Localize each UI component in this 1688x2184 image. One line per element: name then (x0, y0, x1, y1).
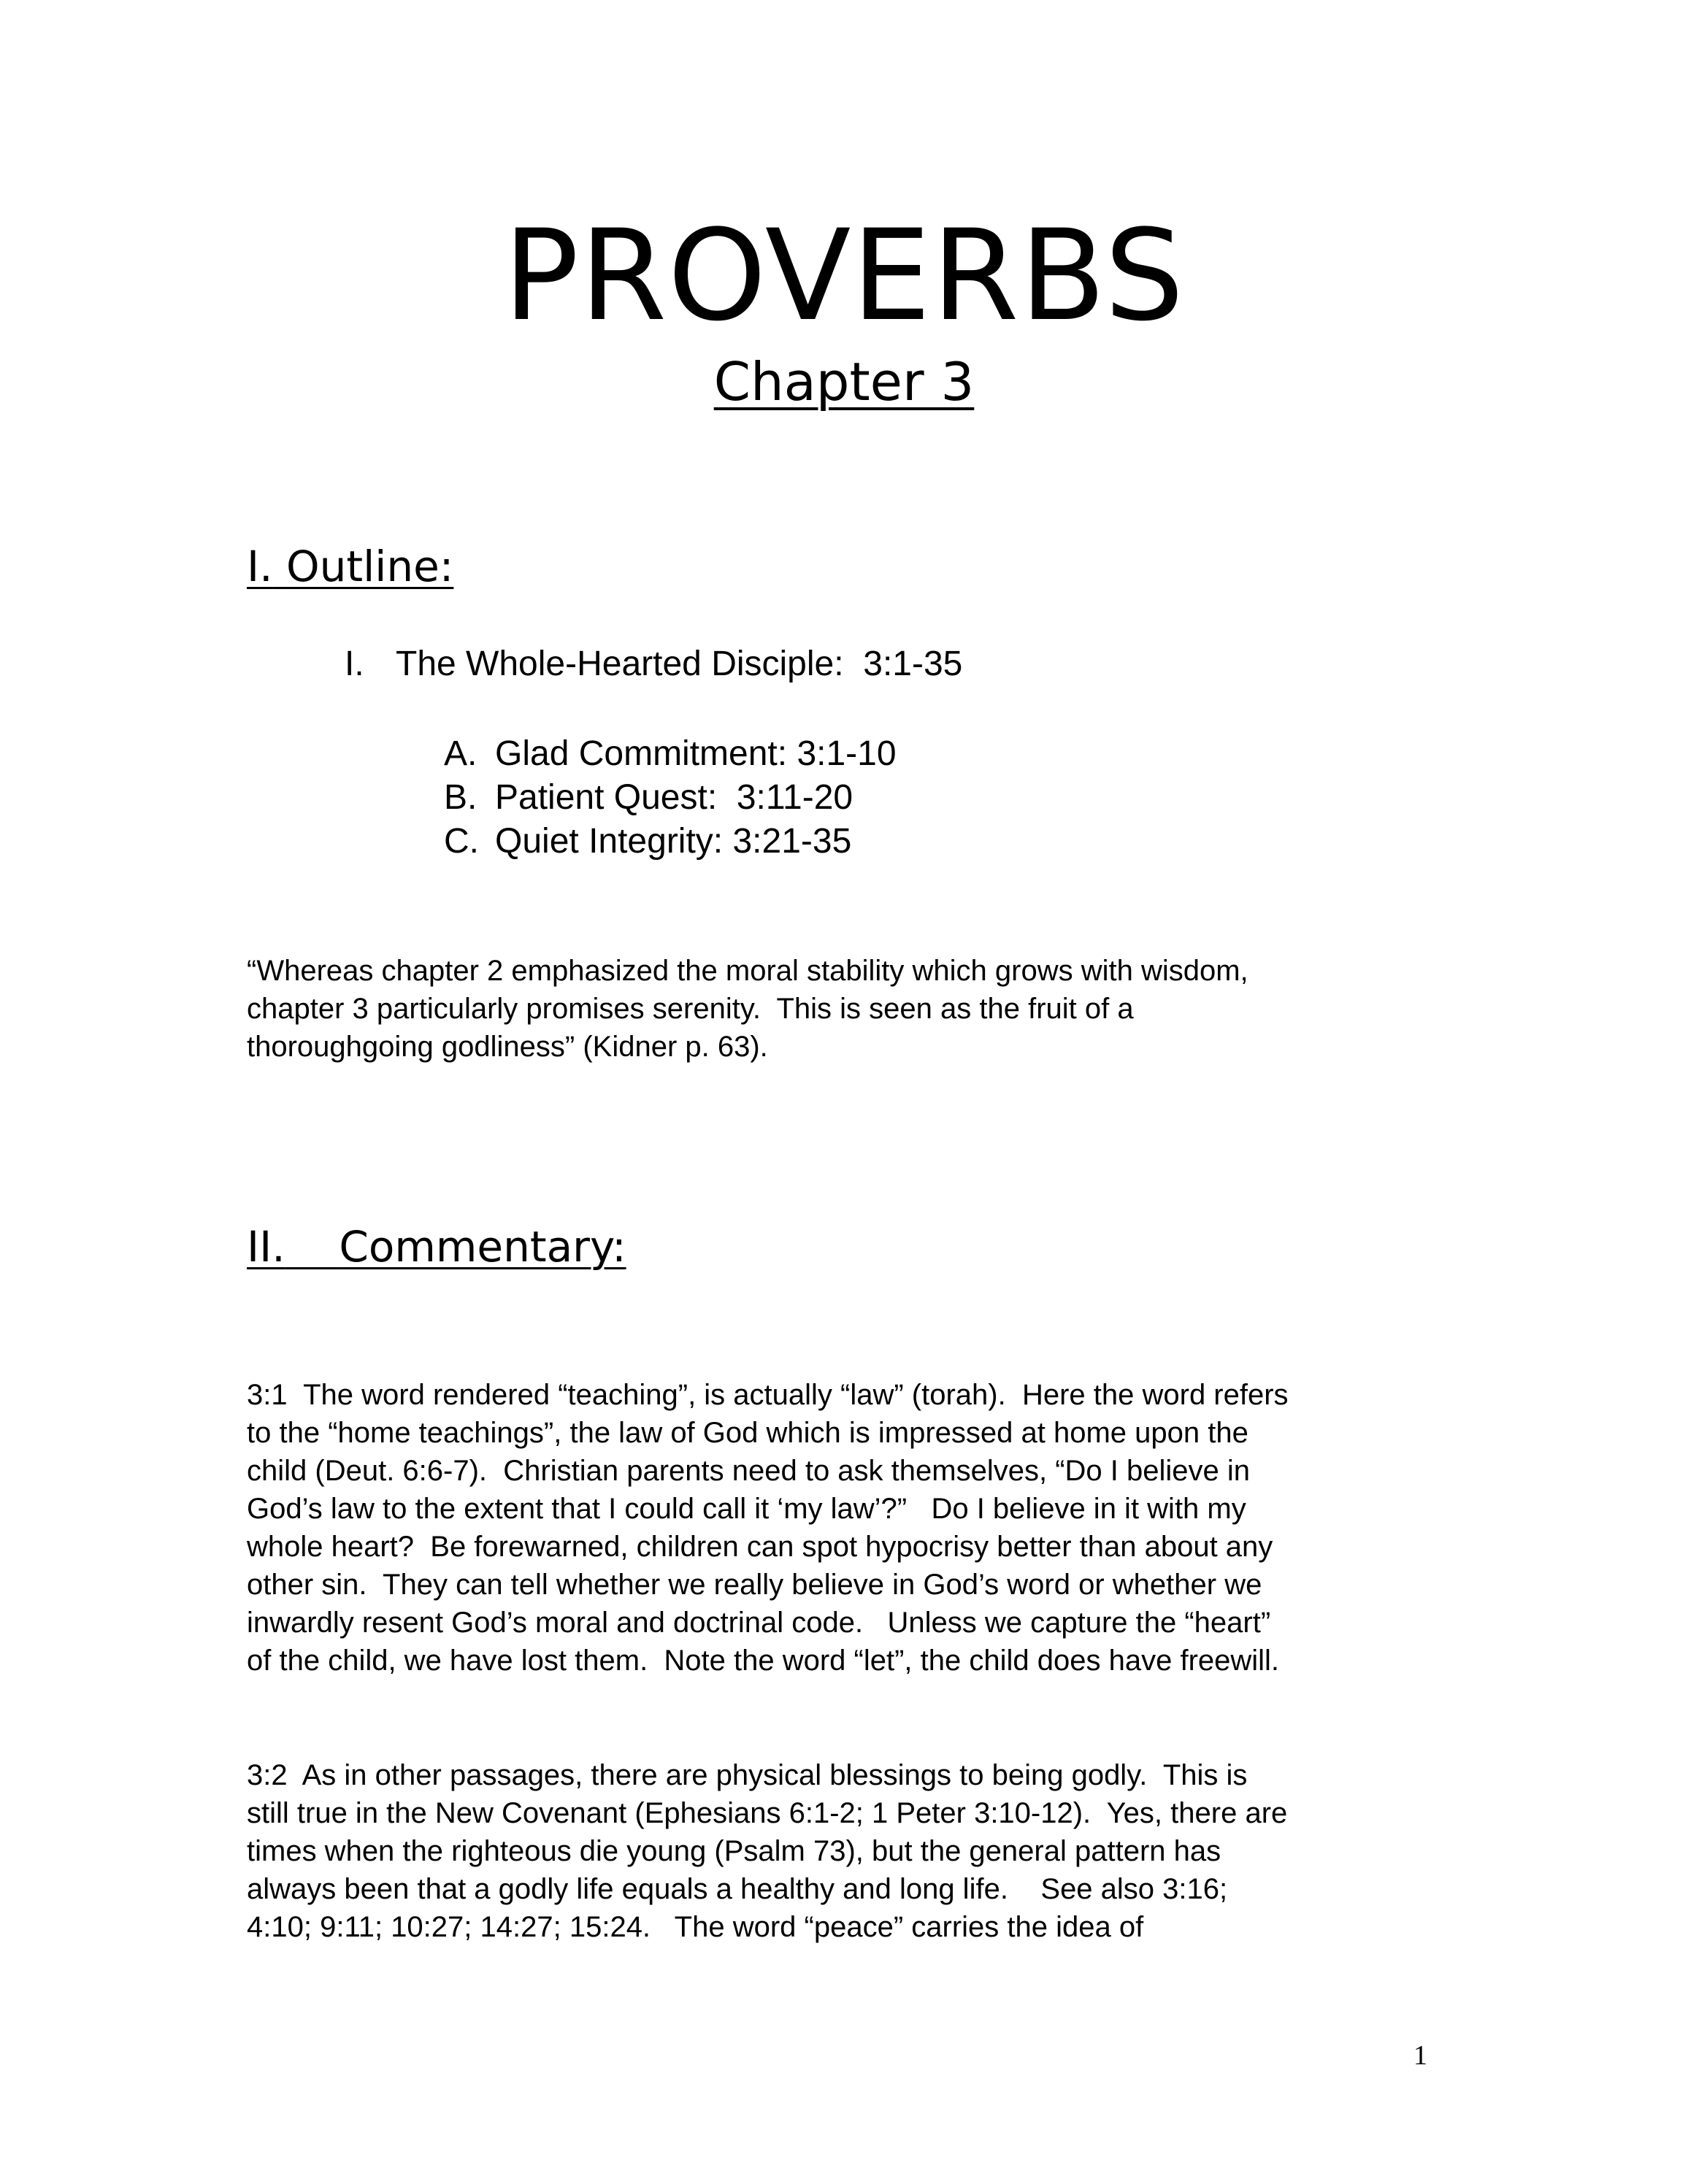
paragraph-line: 3:2 As in other passages, there are physical blessings to being godly. This is (247, 1759, 1248, 1791)
outline-sub-item (444, 732, 897, 776)
outline-sub-letter: A. (444, 734, 477, 773)
paragraph-line: of the child, we have lost them. Note the word “let”, the child does have freewill. (247, 1645, 1280, 1677)
document-title: PROVERBS (503, 202, 1185, 349)
outline-heading-number: I. (247, 542, 273, 591)
paragraph-line: still true in the New Covenant (Ephesians 6:1-2; 1 Peter 3:10-12). Yes, there are (247, 1797, 1288, 1829)
outline-sub-item (444, 776, 897, 820)
outline-main-text: The Whole-Hearted Disciple: 3:1-35 (396, 645, 963, 683)
outline-sub-text: Quiet Integrity: 3:21-35 (495, 822, 852, 861)
quote-line: chapter 3 particularly promises serenity. This is seen as the fruit of a (247, 993, 1134, 1025)
outline-sub-text: Patient Quest: 3:11-20 (495, 778, 853, 817)
paragraph-line: times when the righteous die young (Psalm 73), but the general pattern has (247, 1835, 1221, 1867)
paragraph-line: always been that a godly life equals a healthy and long life. See also 3:16; (247, 1873, 1228, 1905)
page-number: 1 (1413, 2040, 1427, 2071)
document-subtitle (0, 349, 1688, 415)
paragraph-line: inwardly resent God’s moral and doctrinal code. Unless we capture the “heart” (247, 1607, 1271, 1639)
outline-sub-text: Glad Commitment: 3:1-10 (495, 734, 897, 773)
paragraph-line: whole heart? Be forewarned, children can spot hypocrisy better than about any (247, 1531, 1273, 1563)
commentary-heading-text: Commentary: (339, 1222, 626, 1272)
outline-sub-item (444, 820, 897, 864)
outline-sub-letter: B. (444, 778, 477, 817)
commentary-paragraph-3-2 (247, 1756, 1444, 1946)
outline-sub-list (444, 732, 897, 864)
paragraph-line: to the “home teachings”, the law of God which is impressed at home upon the (247, 1417, 1248, 1449)
outline-heading-text: Outline: (285, 542, 454, 591)
kidner-quote (247, 952, 1444, 1066)
paragraph-line: God’s law to the extent that I could call it ‘my law’?” Do I believe in it with my (247, 1493, 1246, 1525)
outline-main-roman: I. (345, 645, 364, 683)
commentary-paragraph-3-1 (247, 1376, 1444, 1680)
outline-main-item (345, 642, 962, 686)
paragraph-line: 4:10; 9:11; 10:27; 14:27; 15:24. The word “peace” carries the idea of (247, 1911, 1144, 1943)
paragraph-line: other sin. They can tell whether we really believe in God’s word or whether we (247, 1569, 1262, 1601)
outline-sub-letter: C. (444, 822, 479, 861)
quote-line: “Whereas chapter 2 emphasized the moral stability which grows with wisdom, (247, 955, 1248, 987)
outline-heading (247, 540, 453, 593)
quote-line: thoroughgoing godliness” (Kidner p. 63). (247, 1031, 768, 1063)
paragraph-line: child (Deut. 6:6-7). Christian parents need to ask themselves, “Do I believe in (247, 1455, 1250, 1487)
commentary-heading-number: II. (247, 1222, 285, 1272)
subtitle-text: Chapter 3 (713, 351, 975, 412)
commentary-heading (247, 1220, 626, 1273)
paragraph-line: 3:1 The word rendered “teaching”, is actually “law” (torah). Here the word refers (247, 1379, 1289, 1411)
